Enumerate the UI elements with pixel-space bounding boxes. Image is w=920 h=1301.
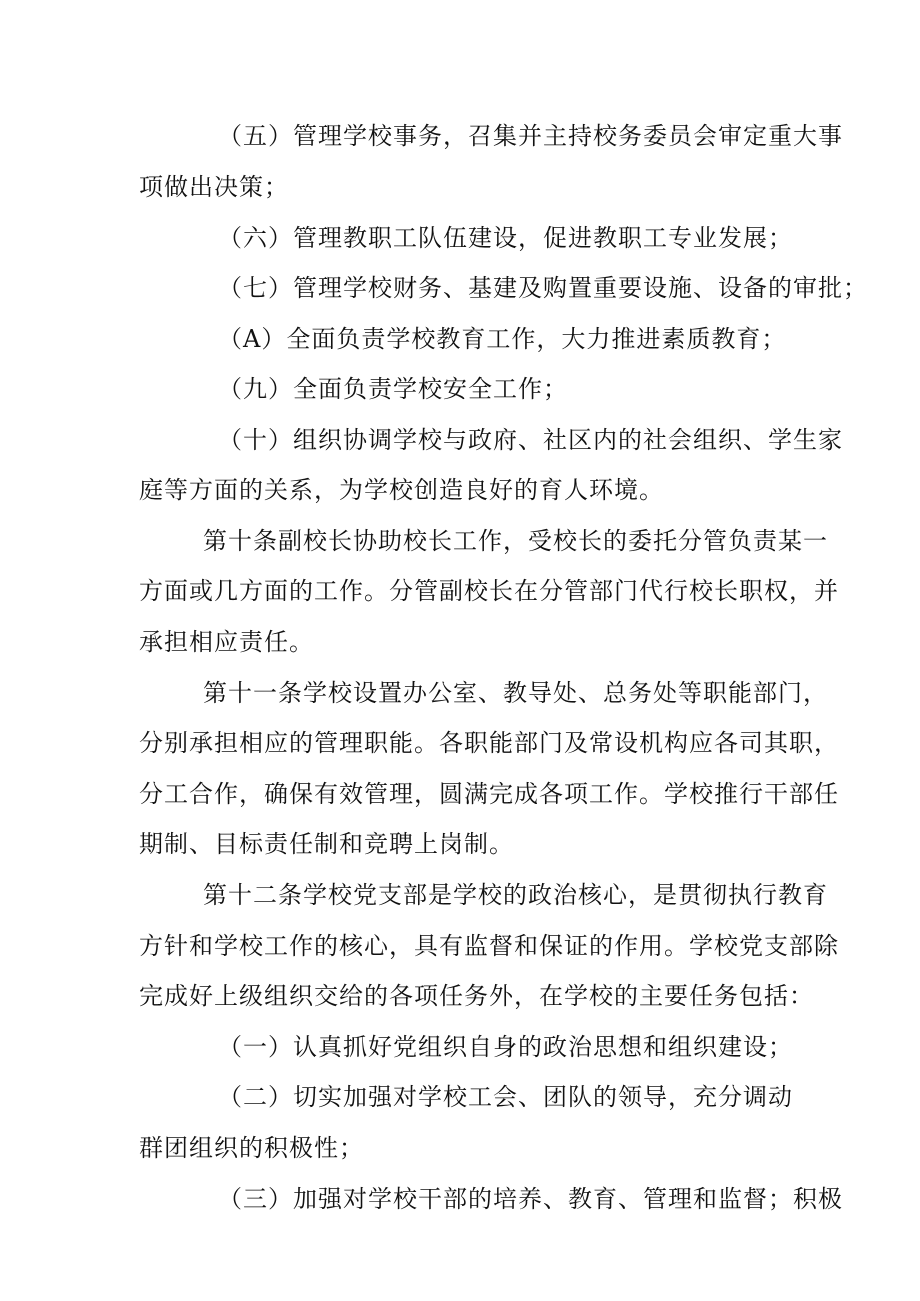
text-line: 项做出决策； bbox=[139, 173, 289, 201]
text-line: 期制、目标责任制和竞聘上岗制。 bbox=[139, 830, 514, 858]
text-line: 第十二条学校党支部是学校的政治核心，是贯彻执行教育 bbox=[203, 881, 828, 909]
text-line: 群团组织的积极性； bbox=[139, 1134, 364, 1162]
text-line: 方针和学校工作的核心，具有监督和保证的作用。学校党支部除 bbox=[139, 932, 839, 960]
text-line: （A）全面负责学校教育工作，大力推进素质教育； bbox=[218, 325, 787, 353]
text-line: （二）切实加强对学校工会、团队的领导，充分调动 bbox=[218, 1083, 793, 1111]
text-line: （十）组织协调学校与政府、社区内的社会组织、学生家 bbox=[218, 426, 843, 454]
text-line: 分工合作，确保有效管理，圆满完成各项工作。学校推行干部任 bbox=[139, 780, 839, 808]
text-line: 第十条副校长协助校长工作，受校长的委托分管负责某一 bbox=[203, 527, 828, 555]
text-line: 庭等方面的关系，为学校创造良好的育人环境。 bbox=[139, 476, 664, 504]
text-line: （六）管理教职工队伍建设，促进教职工专业发展； bbox=[218, 224, 793, 252]
text-line: 方面或几方面的工作。分管副校长在分管部门代行校长职权，并 bbox=[139, 577, 839, 605]
text-line: （九）全面负责学校安全工作； bbox=[218, 375, 568, 403]
text-line: 分别承担相应的管理职能。各职能部门及常设机构应各司其职， bbox=[139, 729, 839, 757]
text-line: （一）认真抓好党组织自身的政治思想和组织建设； bbox=[218, 1033, 793, 1061]
text-line: 完成好上级组织交给的各项任务外，在学校的主要任务包括： bbox=[139, 982, 814, 1010]
text-line: 承担相应责任。 bbox=[139, 628, 314, 656]
text-line: （三）加强对学校干部的培养、教育、管理和监督；积极 bbox=[218, 1185, 843, 1213]
text-line: （五）管理学校事务，召集并主持校务委员会审定重大事 bbox=[218, 122, 843, 150]
text-line: 第十一条学校设置办公室、教导处、总务处等职能部门， bbox=[203, 679, 828, 707]
text-line: （七）管理学校财务、基建及购置重要设施、设备的审批； bbox=[218, 274, 868, 302]
